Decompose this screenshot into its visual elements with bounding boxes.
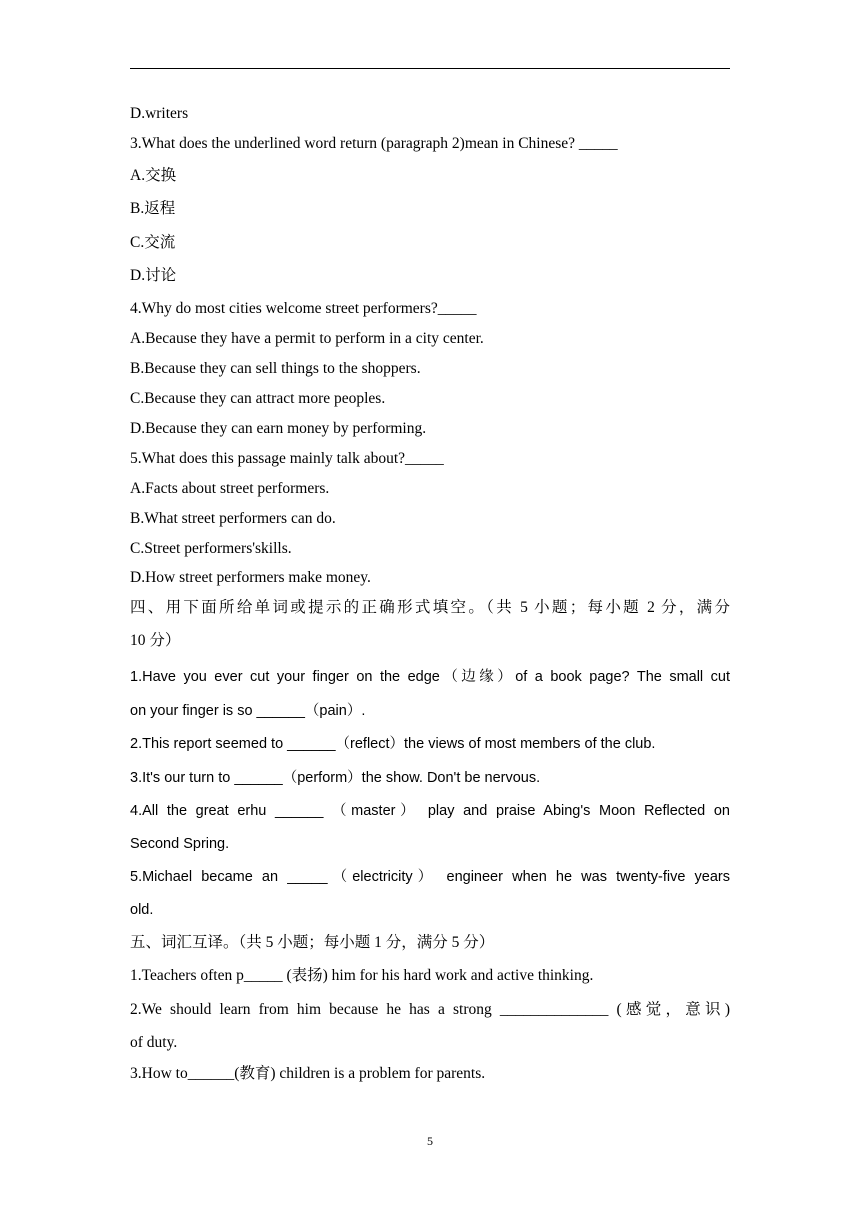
exercise-line: Second Spring.	[130, 836, 230, 852]
exercise-line: 1.Have you ever cut your finger on the edge（边缘）of a book page? The small cut	[130, 669, 730, 685]
option-line: B.返程	[130, 200, 176, 217]
option-line: D.How street performers make money.	[130, 569, 371, 586]
option-line: D.讨论	[130, 267, 177, 284]
exercise-line: of duty.	[130, 1034, 178, 1051]
question-line: 4.Why do most cities welcome street performers?_____	[130, 300, 477, 317]
option-line: A.交换	[130, 167, 177, 184]
option-line: A.Because they have a permit to perform in a city center.	[130, 330, 484, 347]
section-heading: 四、用下面所给单词或提示的正确形式填空。（共 5 小题；每小题 2 分，满分	[130, 599, 730, 616]
page-number: 5	[427, 1134, 433, 1148]
exercise-line: 3.It's our turn to ______（perform）the show. Don't be nervous.	[130, 770, 541, 786]
exercise-line: on your finger is so ______（pain）.	[130, 703, 366, 719]
section-heading: 五、词汇互译。（共 5 小题；每小题 1 分，满分 5 分）	[130, 934, 495, 951]
option-line: C.交流	[130, 234, 176, 251]
exercise-line: 2.This report seemed to ______（reflect）the views of most members of the club.	[130, 736, 656, 752]
question-line: 5.What does this passage mainly talk about?_____	[130, 450, 444, 467]
question-line: 3.What does the underlined word return (paragraph 2)mean in Chinese? _____	[130, 135, 618, 152]
option-line: B.Because they can sell things to the shoppers.	[130, 360, 421, 377]
exercise-line: 4.All the great erhu ______ （master） play and praise Abing's Moon Reflected on	[130, 803, 730, 819]
option-line: D.Because they can earn money by performing.	[130, 420, 427, 437]
exercise-line: 3.How to______(教育) children is a problem for parents.	[130, 1065, 486, 1082]
exercise-line: 5.Michael became an _____（electricity） engineer when he was twenty-five years	[130, 869, 730, 885]
option-line: A.Facts about street performers.	[130, 480, 330, 497]
exercise-line: 2.We should learn from him because he has a strong ______________ (感觉，意识)	[130, 1001, 730, 1018]
option-line: C.Street performers'skills.	[130, 540, 292, 557]
header-rule	[130, 68, 730, 69]
exercise-line: old.	[130, 902, 154, 918]
option-line: B.What street performers can do.	[130, 510, 336, 527]
option-line: C.Because they can attract more peoples.	[130, 390, 386, 407]
exercise-line: 1.Teachers often p_____ (表扬) him for his hard work and active thinking.	[130, 967, 594, 984]
option-line: D.writers	[130, 105, 189, 122]
section-heading: 10 分）	[130, 632, 181, 649]
